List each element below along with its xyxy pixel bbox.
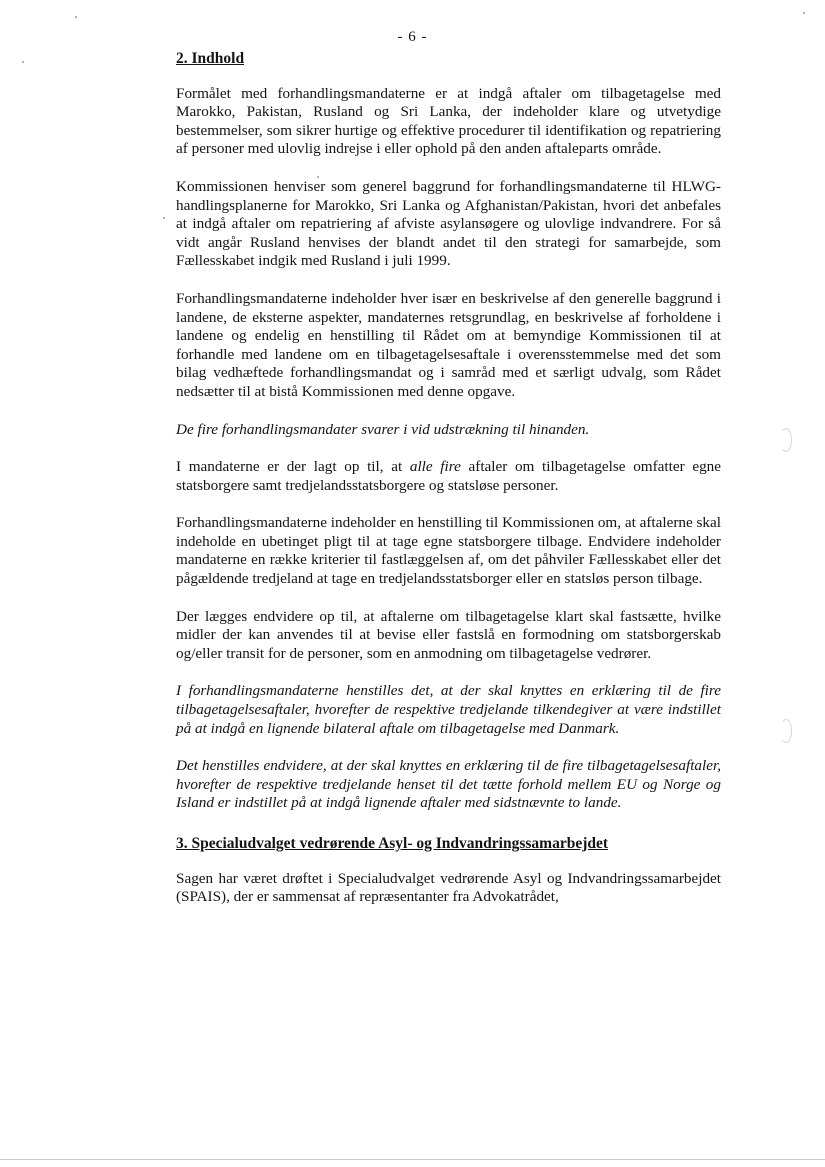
scan-speck [163,217,165,219]
paragraph [176,458,721,495]
margin-mark [780,428,792,452]
text-run: I mandaterne er der lagt op til, at [176,458,410,476]
paragraph: Forhandlingsmandaterne indeholder hver især en beskrivelse af den generelle baggrund i landene, de eksterne aspekter, mandaternes retsgrundlag, en beskrivelse af forholdene i landene og endelig en henstilling til Rådet om at bemyndige Kommissionen til at forhandle med landene om en tilbagetagelsesaftale i overensstemmelse med det som bilag vedhæftede forhandlingsmandat og i samråd med et særligt udvalg, som Rådet nedsætter til at bistå Kommissionen med denne opgave. [176,289,721,400]
scan-speck [22,61,24,63]
paragraph: Formålet med forhandlingsmandaterne er at indgå aftaler om tilbagetagelse med Marokko, Pakistan, Rusland og Sri Lanka, der indeholder klare og utvetydige bestemmelser, som sikrer hurtige og effektive procedurer til identifikation og repatriering af personer med ulovlig indrejse i eller ophold på den anden aftaleparts område. [176,84,721,158]
scan-speck [803,12,805,14]
paragraph: Forhandlingsmandaterne indeholder en henstilling til Kommissionen om, at aftalerne skal indeholde en ubetinget pligt til at tage egne statsborgere tilbage. Endvidere indeholder mandaterne en række kriterier til fastlæggelsen af, om det påhviler Fællesskabet eller det pågældende tredjeland at tage en tredjelandsstatsborger eller en statsløs person tilbage. [176,514,721,588]
text-run: aftaler om tilbagetagelse omfatter egne statsborgere samt tredjelandsstatsborgere og statsløse personer. [176,458,721,494]
italic-paragraph: Det henstilles endvidere, at der skal knyttes en erklæring til de fire tilbagetagelsesaftaler, hvorefter de respektive tredjelande henset til det tætte forhold mellem EU og Norge og Island er indstillet på at indgå lignende aftaler med sidstnævnte to lande. [176,757,721,812]
scan-speck [75,16,77,18]
emphasis-text: alle fire [409,458,461,476]
page-number: - 6 - [397,29,428,45]
page-bottom-edge [0,1159,825,1160]
italic-paragraph: I forhandlingsmandaterne henstilles det, at der skal knyttes en erklæring til de fire tilbagetagelsesaftaler, hvorefter de respektive tredjelande tilkendegiver at være indstillet på at indgå en lignende bilateral aftale om tilbagetagelse med Danmark. [176,682,721,737]
paragraph: Sagen har været drøftet i Specialudvalget vedrørende Asyl og Indvandringssamarbejdet (SPAIS), der er sammensat af repræsentanter fra Advokatrådet, [176,869,721,906]
margin-mark [780,719,792,743]
section-2-heading: 2. Indhold [176,50,245,67]
paragraph: Der lægges endvidere op til, at aftalerne om tilbagetagelse klart skal fastsætte, hvilke midler der kan anvendes til at bevise eller fastslå en formodning om statsborgerskab og/eller transit for de personer, som en anmodning om tilbagetagelse vedrører. [176,607,721,662]
scan-speck [317,176,319,178]
italic-paragraph: De fire forhandlingsmandater svarer i vid udstrækning til hinanden. [176,420,590,438]
section-3-heading: 3. Specialudvalget vedrørende Asyl- og Indvandringssamarbejdet [176,835,609,852]
paragraph: Kommissionen henviser som generel baggrund for forhandlingsmandaterne til HLWG-handlingsplanerne for Marokko, Sri Lanka og Afghanistan/Pakistan, hvori det anbefales at indgå aftaler om repatriering af afviste asylansøgere og ulovlige indvandrere. For så vidt angår Rusland henvises der blandt andet til den strategi for samarbejde, som Fællesskabet indgik med Rusland i juli 1999. [176,177,721,270]
document-body [176,44,721,926]
